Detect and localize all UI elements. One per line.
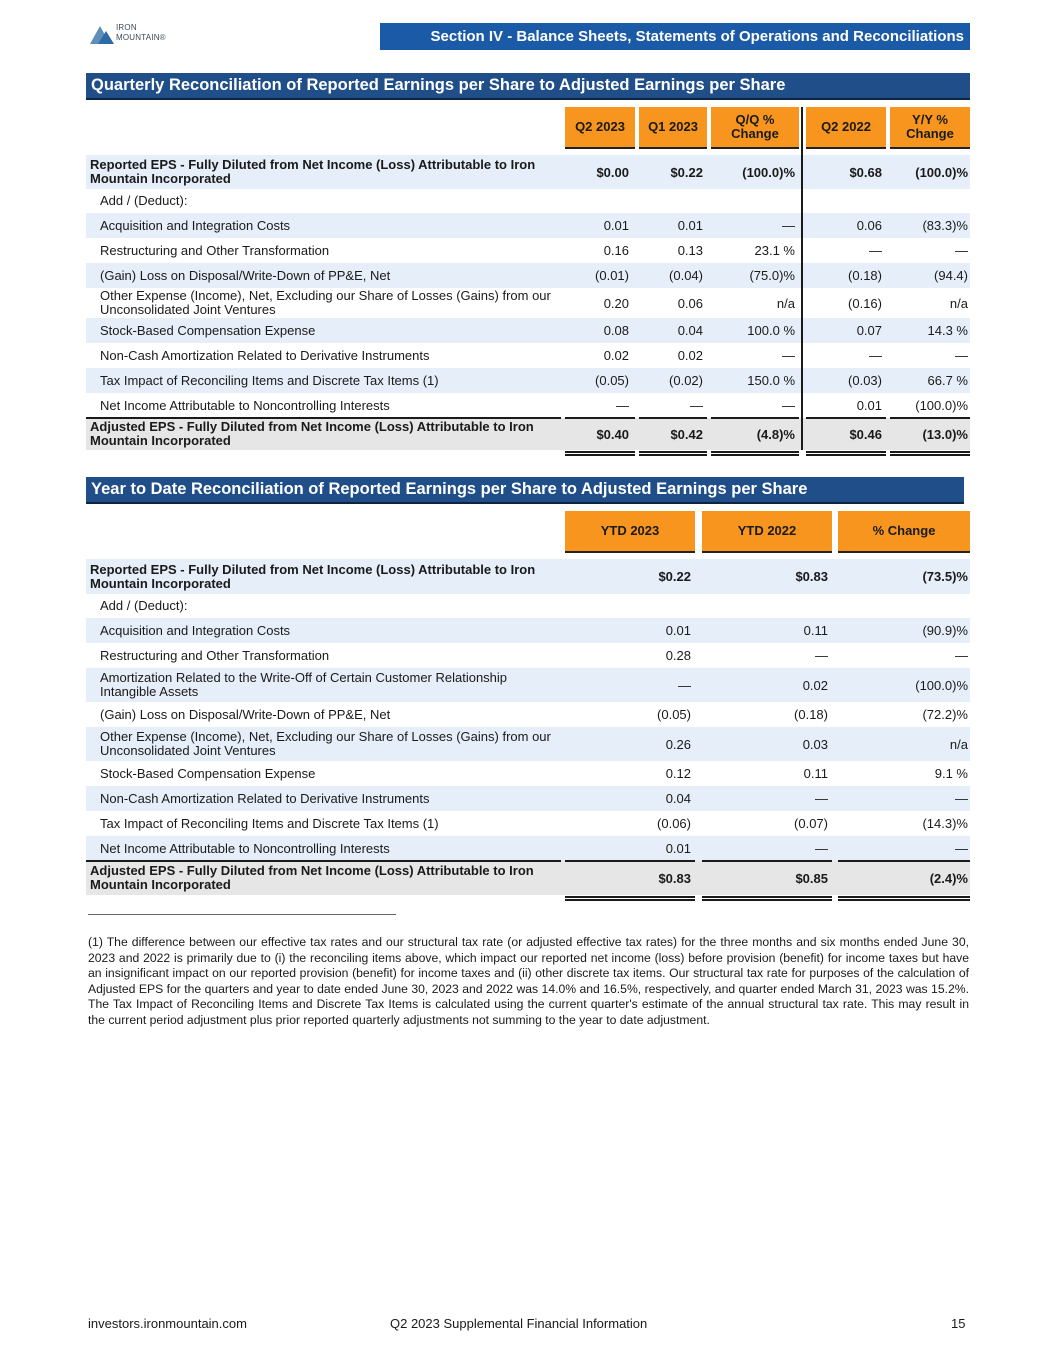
row-value: (14.3)% [922, 816, 968, 831]
row-label: (Gain) Loss on Disposal/Write-Down of PP&E, Net [100, 267, 391, 283]
row-value: (0.05) [657, 707, 691, 722]
row-value: (100.0)% [915, 677, 968, 693]
logo-wordmark: IRON MOUNTAIN® [116, 23, 166, 42]
double-underline [838, 896, 970, 901]
row-value: (0.06) [657, 816, 691, 831]
row-label: Tax Impact of Reconciling Items and Discrete Tax Items (1) [100, 372, 439, 388]
row-value: (0.02) [669, 373, 703, 388]
section-title: Section IV - Balance Sheets, Statements of Operations and Reconciliations [430, 28, 964, 45]
column-divider [801, 107, 803, 450]
row-value: — [955, 348, 968, 363]
table-row [86, 702, 970, 727]
row-value: 0.01 [856, 398, 882, 413]
row-label: Tax Impact of Reconciling Items and Discrete Tax Items (1) [100, 815, 439, 831]
row-value: — [782, 398, 795, 413]
table-row [86, 238, 970, 263]
row-label: Other Expense (Income), Net, Excluding our Share of Losses (Gains) from our Unconsolidated Joint Ventures [100, 288, 551, 317]
table-row [86, 559, 970, 594]
table-row [86, 727, 970, 761]
row-value: $0.40 [596, 426, 629, 442]
footer-website: investors.ironmountain.com [88, 1316, 247, 1331]
table-row [86, 393, 970, 418]
quarterly-col-header: Q1 2023 [639, 107, 707, 149]
footnote-divider [88, 914, 396, 915]
row-value: — [690, 398, 703, 413]
row-value: — [782, 348, 795, 363]
total-rule [702, 860, 832, 862]
row-label: Restructuring and Other Transformation [100, 647, 330, 663]
quarterly-col-header: Q/Q % Change [711, 107, 799, 149]
row-value: 0.11 [803, 766, 828, 781]
table-row [86, 761, 970, 786]
row-value: (73.5)% [922, 569, 968, 584]
row-value: $0.68 [849, 164, 882, 180]
row-value: $0.85 [795, 870, 828, 886]
row-label: Add / (Deduct): [100, 193, 188, 208]
total-rule [890, 417, 970, 419]
row-value: 0.16 [603, 243, 629, 258]
ytd-col-header: YTD 2023 [565, 511, 695, 553]
table-row [86, 418, 970, 450]
row-value: 14.3 % [927, 323, 968, 338]
table-row [86, 213, 970, 238]
row-value: $0.42 [670, 426, 703, 442]
row-value: 0.02 [802, 677, 828, 693]
table-row [86, 811, 970, 836]
ytd-table-title: Year to Date Reconciliation of Reported Earnings per Share to Adjusted Earnings per Share [86, 477, 964, 504]
double-underline [639, 451, 707, 456]
row-value: — [955, 648, 968, 663]
row-value: 0.03 [802, 736, 828, 752]
row-value: 150.0 % [747, 373, 795, 388]
row-label: Adjusted EPS - Fully Diluted from Net Income (Loss) Attributable to Iron Mountain Incorporated [90, 863, 534, 892]
row-value: — [815, 841, 828, 856]
row-value: 66.7 % [927, 373, 968, 388]
row-value: (72.2)% [922, 707, 968, 722]
row-value: — [955, 841, 968, 856]
quarterly-col-header: Q2 2022 [806, 107, 886, 149]
row-value: — [678, 677, 691, 693]
row-value: (0.07) [794, 816, 828, 831]
row-value: 0.13 [677, 243, 703, 258]
row-value: — [815, 791, 828, 806]
table-row [86, 288, 970, 318]
row-value: — [955, 791, 968, 806]
row-value: (0.04) [669, 268, 703, 283]
row-value: (0.18) [848, 268, 882, 283]
row-value: (13.0)% [922, 426, 968, 442]
row-label: Reported EPS - Fully Diluted from Net Income (Loss) Attributable to Iron Mountain Incorporated [90, 561, 536, 591]
row-label: Add / (Deduct): [100, 598, 188, 613]
table-row [86, 836, 970, 861]
table-row [86, 318, 970, 343]
double-underline [890, 451, 970, 456]
row-value: (0.01) [595, 268, 629, 283]
table-row [86, 786, 970, 811]
row-value: 0.08 [603, 323, 629, 338]
row-value: (75.0)% [749, 268, 795, 283]
row-value: (100.0)% [742, 164, 795, 180]
row-value: 0.02 [677, 348, 703, 363]
row-value: $0.22 [670, 164, 703, 180]
total-rule [86, 860, 561, 862]
table-row [86, 618, 970, 643]
double-underline [711, 451, 799, 456]
row-value: 0.20 [603, 295, 629, 311]
row-value: (2.4)% [929, 870, 968, 886]
row-value: — [616, 398, 629, 413]
row-value: (100.0)% [915, 398, 968, 413]
row-value: 0.01 [603, 218, 629, 233]
row-value: (0.16) [848, 295, 882, 311]
row-label: Stock-Based Compensation Expense [100, 322, 316, 338]
row-value: 100.0 % [747, 323, 795, 338]
row-value: 0.11 [803, 623, 828, 638]
row-label: Non-Cash Amortization Related to Derivative Instruments [100, 347, 430, 363]
row-value: 0.02 [603, 348, 629, 363]
row-value: 0.04 [677, 323, 703, 338]
row-value: — [815, 648, 828, 663]
row-label: Acquisition and Integration Costs [100, 217, 291, 233]
table-row [86, 594, 970, 618]
footer-page-number: 15 [951, 1316, 966, 1331]
row-value: 0.28 [665, 648, 691, 663]
row-value: n/a [949, 736, 968, 752]
total-rule [639, 417, 707, 419]
row-label: Non-Cash Amortization Related to Derivative Instruments [100, 790, 430, 806]
row-value: (0.05) [595, 373, 629, 388]
total-rule [565, 860, 695, 862]
quarterly-table-title: Quarterly Reconciliation of Reported Earnings per Share to Adjusted Earnings per Share [86, 73, 970, 100]
row-label: (Gain) Loss on Disposal/Write-Down of PP&E, Net [100, 706, 391, 722]
table-row [86, 668, 970, 702]
table-row [86, 263, 970, 288]
row-label: Amortization Related to the Write-Off of Certain Customer Relationship Intangible Assets [100, 670, 508, 699]
total-rule [86, 417, 561, 419]
table-row [86, 155, 970, 189]
section-banner [380, 23, 970, 50]
row-value: (83.3)% [922, 218, 968, 233]
footnote: (1) The difference between our effective tax rates and our structural tax rate (or adjusted effective tax rates) for the three months and six months ended June 30, 2023 and 2022 is primarily due to (i) the reconciling items above, which impact our reported net income (loss) before provision (benefit) for income taxes but have an insignificant impact on our reported provision (benefit) for income taxes and (ii) other discrete tax items. Our structural tax rate for purposes of the calculation of Adjusted EPS for the quarters and year to date ended June 30, 2023 and 2022 was 14.0% and 16.5%, respectively, and quarter ended March 31, 2023 was 15.2%. The Tax Impact of Reconciling Items and Discrete Tax Items is calculated using the current quarter's estimate of the annual structural tax rate. This may result in the current period adjustment plus prior reported quarterly adjustments not summing to the year to date adjustment. [88, 935, 969, 1027]
row-label: Other Expense (Income), Net, Excluding our Share of Losses (Gains) from our Unconsolidated Joint Ventures [100, 729, 551, 758]
row-label: Net Income Attributable to Noncontrolling Interests [100, 397, 390, 413]
double-underline [806, 451, 886, 456]
row-value: (94.4) [934, 268, 968, 283]
row-value: 0.26 [665, 736, 691, 752]
table-row [86, 643, 970, 668]
total-rule [711, 417, 799, 419]
row-value: $0.83 [658, 870, 691, 886]
table-row [86, 343, 970, 368]
row-value: 0.04 [665, 791, 691, 806]
row-value: (0.18) [794, 707, 828, 722]
row-value: 0.06 [856, 218, 882, 233]
row-value: 0.01 [677, 218, 703, 233]
quarterly-col-header: Q2 2023 [565, 107, 635, 149]
double-underline [702, 896, 832, 901]
row-label: Net Income Attributable to Noncontrolling Interests [100, 840, 390, 856]
row-label: Reported EPS - Fully Diluted from Net Income (Loss) Attributable to Iron Mountain Incorporated [90, 157, 536, 186]
total-rule [806, 417, 886, 419]
row-value: $0.22 [658, 569, 691, 584]
row-value: $0.00 [596, 164, 629, 180]
row-value: (100.0)% [915, 164, 968, 180]
total-rule [565, 417, 635, 419]
ytd-col-header: % Change [838, 511, 970, 553]
row-label: Adjusted EPS - Fully Diluted from Net Income (Loss) Attributable to Iron Mountain Incorporated [90, 419, 534, 448]
row-value: 0.06 [677, 295, 703, 311]
footer-doc-title: Q2 2023 Supplemental Financial Information [390, 1316, 648, 1331]
row-value: (90.9)% [922, 623, 968, 638]
row-value: (0.03) [848, 373, 882, 388]
row-label: Acquisition and Integration Costs [100, 622, 291, 638]
total-rule [838, 860, 970, 862]
double-underline [565, 896, 695, 901]
row-value: $0.83 [795, 569, 828, 584]
row-value: — [869, 243, 882, 258]
row-value: 23.1 % [754, 243, 795, 258]
row-label: Stock-Based Compensation Expense [100, 765, 316, 781]
table-row [86, 861, 970, 895]
row-value: 0.01 [665, 841, 691, 856]
quarterly-col-header: Y/Y % Change [890, 107, 970, 149]
row-value: n/a [949, 295, 968, 311]
table-row [86, 189, 970, 213]
row-value: n/a [776, 295, 795, 311]
row-value: 0.12 [665, 766, 691, 781]
ytd-col-header: YTD 2022 [702, 511, 832, 553]
row-label: Restructuring and Other Transformation [100, 242, 330, 258]
row-value: $0.46 [849, 426, 882, 442]
row-value: — [955, 243, 968, 258]
row-value: — [869, 348, 882, 363]
double-underline [565, 451, 635, 456]
row-value: 0.07 [856, 323, 882, 338]
row-value: (4.8)% [756, 426, 795, 442]
table-row [86, 368, 970, 393]
row-value: 0.01 [665, 623, 691, 638]
row-value: 9.1 % [934, 766, 968, 781]
row-value: — [782, 218, 795, 233]
